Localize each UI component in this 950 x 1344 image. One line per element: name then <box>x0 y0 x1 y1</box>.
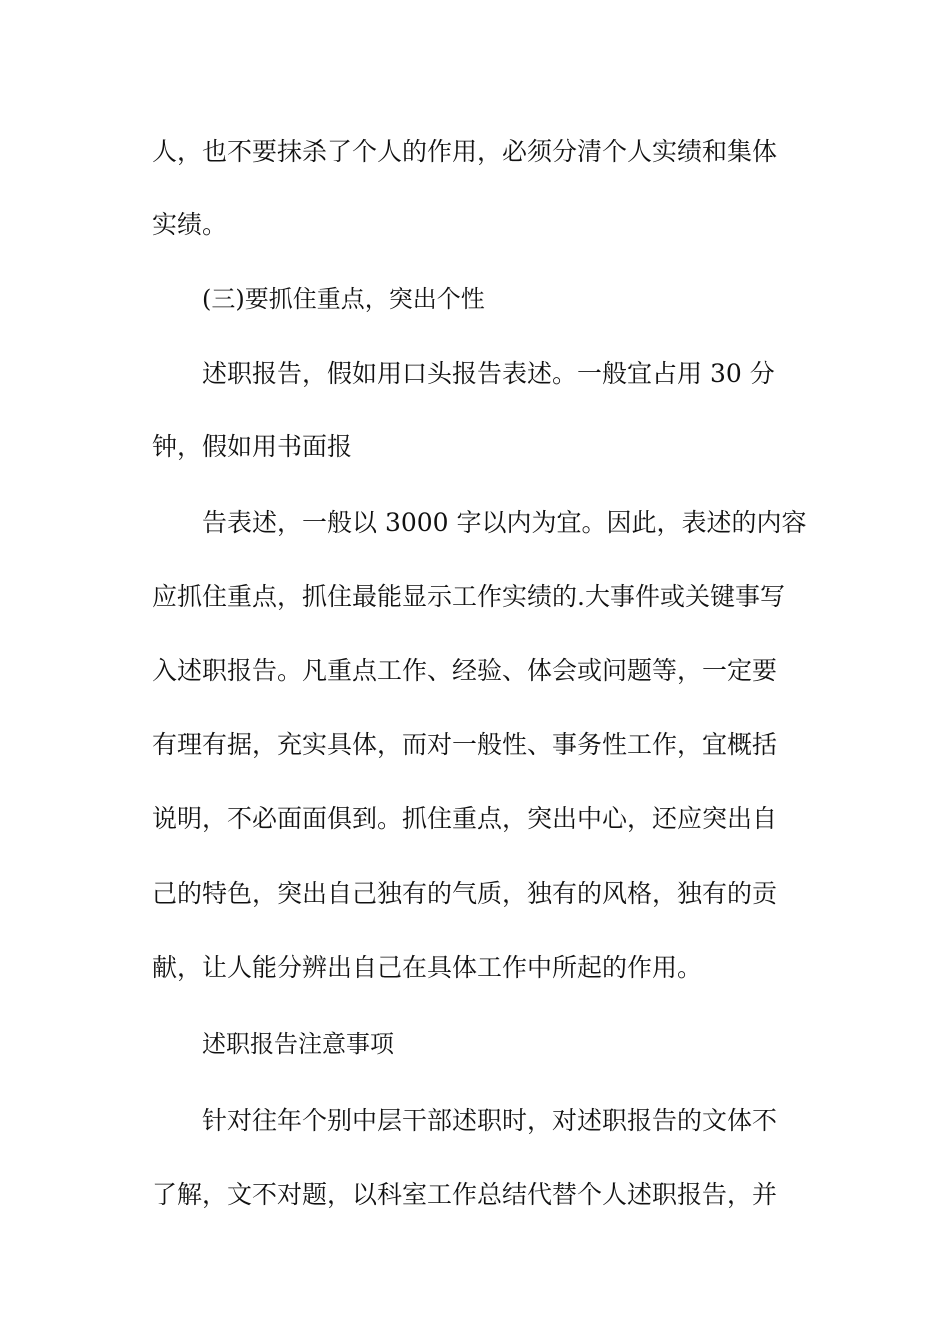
text-line: 己的特色，突出自己独有的气质，独有的风格，独有的贡 <box>152 879 778 908</box>
text-line: 实绩。 <box>152 210 228 239</box>
text-line: 了解，文不对题，以科室工作总结代替个人述职报告，并 <box>152 1180 778 1209</box>
text-line: 献，让人能分辨出自己在具体工作中所起的作用。 <box>152 953 703 982</box>
text-line: 述职报告，假如用口头报告表述。一般宜占用 30 分 <box>202 359 775 388</box>
text-line: 应抓住重点，抓住最能显示工作实绩的.大事件或关键事写 <box>152 582 785 611</box>
section-heading: (三)要抓住重点，突出个性 <box>202 285 485 313</box>
text-line: 钟，假如用书面报 <box>152 432 353 461</box>
text-line: 人，也不要抹杀了个人的作用，必须分清个人实绩和集体 <box>152 137 778 166</box>
text-line: 入述职报告。凡重点工作、经验、体会或问题等，一定要 <box>152 656 778 685</box>
text-line: 告表述，一般以 3000 字以内为宜。因此，表述的内容 <box>202 508 807 537</box>
section-heading: 述职报告注意事项 <box>202 1030 394 1058</box>
text-line: 说明，不必面面俱到。抓住重点，突出中心，还应突出自 <box>152 804 778 833</box>
text-line: 有理有据，充实具体，而对一般性、事务性工作，宜概括 <box>152 730 778 759</box>
text-line: 针对往年个别中层干部述职时，对述职报告的文体不 <box>202 1106 778 1135</box>
